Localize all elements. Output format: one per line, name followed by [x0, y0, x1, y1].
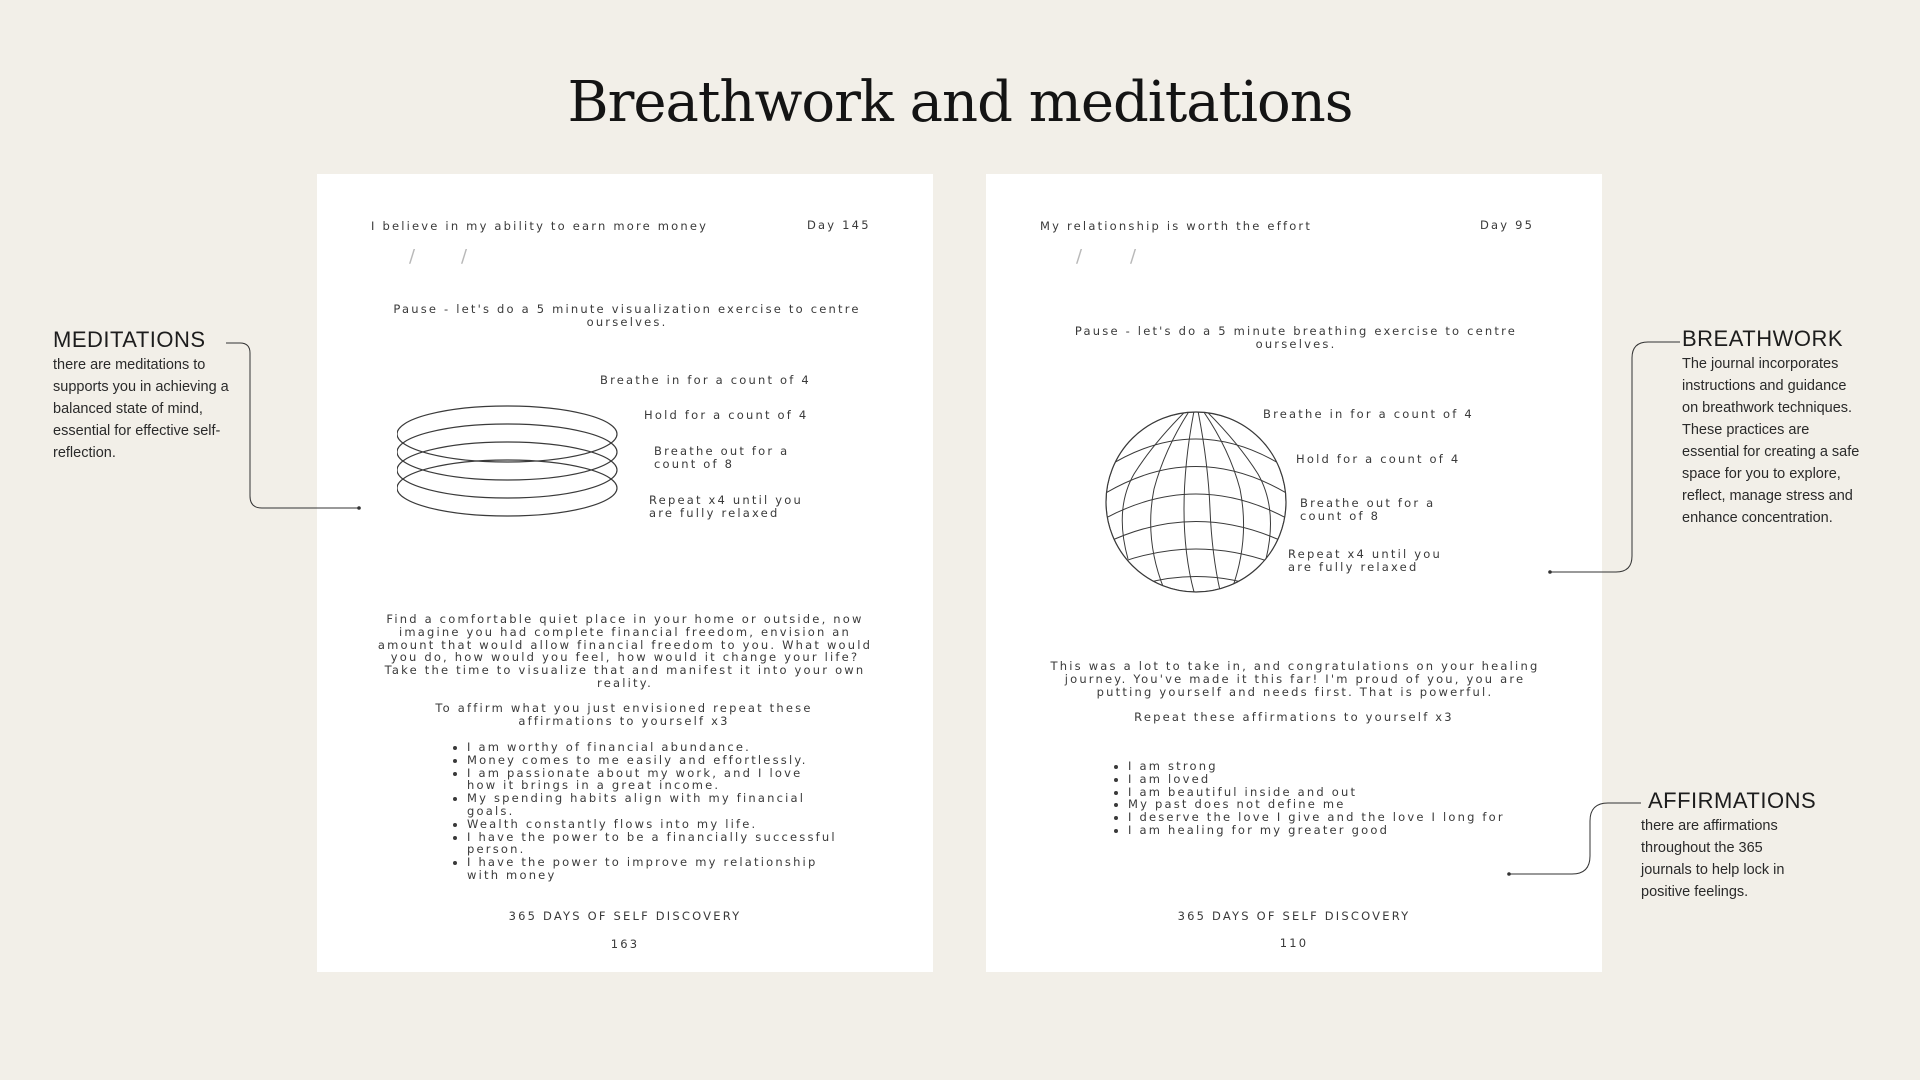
meditations-connector-dot: [357, 506, 361, 510]
list-item: • I am worthy of financial abundance.: [467, 741, 837, 754]
daily-affirmation-header: My relationship is worth the effort: [1040, 219, 1313, 233]
list-item: • My past does not define me: [1128, 798, 1518, 811]
congratulations-paragraph: This was a lot to take in, and congratulations on your healing journey. You've made it this far! I'm proud of you, you are putting yourself and needs first. That is powerful.: [1050, 659, 1540, 699]
list-item: • I have the power to be a financially successful person.: [467, 831, 837, 857]
breathing-step: Repeat x4 until you are fully relaxed: [649, 493, 803, 520]
breathwork-heading: BREATHWORK: [1682, 326, 1844, 351]
list-item: • I am passionate about my work, and I love how it brings in a great income.: [467, 767, 837, 793]
breathing-step: Repeat x4 until you are fully relaxed: [1288, 547, 1442, 574]
date-slash: /: [1076, 246, 1083, 267]
meditations-heading: MEDITATIONS: [53, 327, 206, 352]
list-item: • Money comes to me easily and effortlessly.: [467, 754, 837, 767]
breathwork-description: The journal incorporates instructions and guidance on breathwork techniques. These practices are essential for creating a safe space for you to explore, reflect, manage stress and enhance concentration.: [1682, 356, 1860, 526]
visualization-paragraph: Find a comfortable quiet place in your home or outside, now imagine you had complete financial freedom, envision an amount that would allow financial freedom to you. What would you do, how would you feel, how would it change your life? Take the time to visualize that and manifest it into your own reality.: [377, 612, 873, 690]
breathwork-connector-dot: [1548, 570, 1552, 574]
list-item: • I am beautiful inside and out: [1128, 786, 1518, 799]
list-item: • I have the power to improve my relationship with money: [467, 856, 837, 882]
breathing-step: Breathe out for a count of 8: [654, 444, 790, 471]
list-item: • I am healing for my greater good: [1128, 824, 1518, 837]
list-item: • I deserve the love I give and the love I long for: [1128, 811, 1518, 824]
breathing-step: Hold for a count of 4: [1296, 452, 1461, 466]
journal-footer: 365 DAYS OF SELF DISCOVERY: [1177, 909, 1411, 923]
meditations-description: there are meditations to supports you in achieving a balanced state of mind, essential for effective self-reflection.: [53, 357, 229, 461]
daily-affirmation-header: I believe in my ability to earn more money: [371, 219, 709, 233]
breathwork-connector-line: [1551, 342, 1680, 572]
list-item: • I am loved: [1128, 773, 1518, 786]
date-slash: /: [1130, 246, 1137, 267]
affirmations-connector-line: [1510, 803, 1641, 874]
page-number: 110: [1279, 936, 1309, 950]
list-item: • Wealth constantly flows into my life.: [467, 818, 837, 831]
breathing-step: Breathe out for a count of 8: [1300, 496, 1436, 523]
meditations-connector-line: [226, 343, 358, 508]
page-title: Breathwork and meditations: [567, 70, 1353, 135]
breathing-step: Breathe in for a count of 4: [1263, 407, 1474, 421]
list-item: • My spending habits align with my financial goals.: [467, 792, 837, 818]
exercise-intro: Pause - let's do a 5 minute visualization exercise to centre ourselves.: [393, 302, 861, 329]
affirmation-prompt: Repeat these affirmations to yourself x3: [1134, 710, 1454, 724]
affirmations-heading: AFFIRMATIONS: [1648, 788, 1817, 813]
journal-footer: 365 DAYS OF SELF DISCOVERY: [508, 909, 742, 923]
affirmation-prompt: To affirm what you just envisioned repeat these affirmations to yourself x3: [435, 701, 813, 728]
date-slash: /: [461, 246, 468, 267]
breathing-step: Hold for a count of 4: [644, 408, 809, 422]
day-label: Day 95: [1480, 218, 1535, 232]
exercise-intro: Pause - let's do a 5 minute breathing exercise to centre ourselves.: [1074, 324, 1518, 351]
affirmations-description: there are affirmations throughout the 365 journals to help lock in positive feelings.: [1641, 818, 1785, 900]
page-number: 163: [610, 937, 640, 951]
breathing-step: Breathe in for a count of 4: [600, 373, 811, 387]
date-slash: /: [409, 246, 416, 267]
list-item: • I am strong: [1128, 760, 1518, 773]
affirmations-connector-dot: [1507, 872, 1511, 876]
day-label: Day 145: [807, 218, 871, 232]
